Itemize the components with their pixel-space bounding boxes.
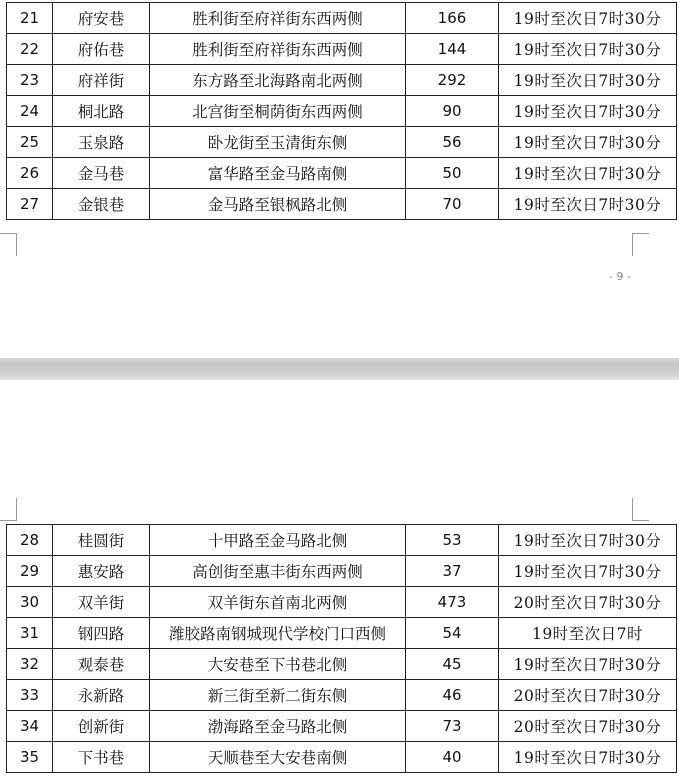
section-range-cell: 渤海路至金马路北侧 (150, 711, 406, 742)
table-row (7, 127, 677, 158)
street-name-cell: 府祥街 (53, 65, 150, 96)
space-count-cell: 473 (406, 587, 499, 618)
parking-table-upper (6, 2, 677, 220)
section-range-cell: 双羊街东首南北两侧 (150, 587, 406, 618)
time-period-cell: 19时至次日7时30分 (499, 96, 677, 127)
section-range-cell: 富华路至金马路南侧 (150, 158, 406, 189)
time-period-cell: 19时至次日7时30分 (499, 649, 677, 680)
row-number-cell: 32 (7, 649, 53, 680)
street-name-cell: 府佑巷 (53, 34, 150, 65)
time-period-cell: 20时至次日7时30分 (499, 680, 677, 711)
street-name-cell: 桐北路 (53, 96, 150, 127)
space-count-cell: 45 (406, 649, 499, 680)
space-count-cell: 53 (406, 525, 499, 556)
section-range-cell: 新三街至新二街东侧 (150, 680, 406, 711)
table-row (7, 158, 677, 189)
row-number-cell: 27 (7, 189, 53, 220)
time-period-cell: 20时至次日7时30分 (499, 587, 677, 618)
street-name-cell: 双羊街 (53, 587, 150, 618)
section-range-cell: 胜利街至府祥街东西两侧 (150, 3, 406, 34)
time-period-cell: 19时至次日7时30分 (499, 158, 677, 189)
section-range-cell: 卧龙街至玉清街东侧 (150, 127, 406, 158)
space-count-cell: 144 (406, 34, 499, 65)
street-name-cell: 钢四路 (53, 618, 150, 649)
time-period-cell: 19时至次日7时30分 (499, 34, 677, 65)
parking-table-lower (6, 524, 677, 773)
page-separator (0, 358, 679, 380)
row-number-cell: 24 (7, 96, 53, 127)
time-period-cell: 20时至次日7时30分 (499, 711, 677, 742)
street-name-cell: 永新路 (53, 680, 150, 711)
section-range-cell: 潍胶路南钢城现代学校门口西侧 (150, 618, 406, 649)
row-number-cell: 22 (7, 34, 53, 65)
row-number-cell: 31 (7, 618, 53, 649)
crop-mark-left (0, 498, 17, 521)
row-number-cell: 23 (7, 65, 53, 96)
table-row (7, 587, 677, 618)
street-name-cell: 府安巷 (53, 3, 150, 34)
crop-mark-right (632, 233, 649, 256)
section-range-cell: 金马路至银枫路北侧 (150, 189, 406, 220)
street-name-cell: 金银巷 (53, 189, 150, 220)
row-number-cell: 35 (7, 742, 53, 773)
street-name-cell: 下书巷 (53, 742, 150, 773)
crop-mark-right (632, 498, 649, 521)
table-row (7, 34, 677, 65)
table-row (7, 556, 677, 587)
row-number-cell: 33 (7, 680, 53, 711)
row-number-cell: 25 (7, 127, 53, 158)
table-row (7, 680, 677, 711)
street-name-cell: 金马巷 (53, 158, 150, 189)
space-count-cell: 292 (406, 65, 499, 96)
table-row (7, 618, 677, 649)
row-number-cell: 30 (7, 587, 53, 618)
section-range-cell: 天顺巷至大安巷南侧 (150, 742, 406, 773)
time-period-cell: 19时至次日7时30分 (499, 556, 677, 587)
space-count-cell: 73 (406, 711, 499, 742)
table-row (7, 711, 677, 742)
time-period-cell: 19时至次日7时30分 (499, 127, 677, 158)
space-count-cell: 56 (406, 127, 499, 158)
row-number-cell: 26 (7, 158, 53, 189)
table-row (7, 65, 677, 96)
row-number-cell: 34 (7, 711, 53, 742)
table-row (7, 525, 677, 556)
document-page-upper (0, 0, 679, 358)
street-name-cell: 创新街 (53, 711, 150, 742)
space-count-cell: 40 (406, 742, 499, 773)
table-row (7, 742, 677, 773)
space-count-cell: 50 (406, 158, 499, 189)
time-period-cell: 19时至次日7时30分 (499, 525, 677, 556)
row-number-cell: 29 (7, 556, 53, 587)
table-row (7, 3, 677, 34)
space-count-cell: 90 (406, 96, 499, 127)
document-page-lower (0, 380, 679, 780)
section-range-cell: 大安巷至下书巷北侧 (150, 649, 406, 680)
crop-mark-left (0, 233, 17, 256)
table-row (7, 96, 677, 127)
street-name-cell: 惠安路 (53, 556, 150, 587)
table-row (7, 649, 677, 680)
section-range-cell: 十甲路至金马路北侧 (150, 525, 406, 556)
section-range-cell: 东方路至北海路南北两侧 (150, 65, 406, 96)
table-row (7, 189, 677, 220)
time-period-cell: 19时至次日7时 (499, 618, 677, 649)
time-period-cell: 19时至次日7时30分 (499, 65, 677, 96)
street-name-cell: 桂圆街 (53, 525, 150, 556)
space-count-cell: 166 (406, 3, 499, 34)
row-number-cell: 21 (7, 3, 53, 34)
page-number: - 9 - (609, 270, 631, 283)
time-period-cell: 19时至次日7时30分 (499, 189, 677, 220)
street-name-cell: 观泰巷 (53, 649, 150, 680)
time-period-cell: 19时至次日7时30分 (499, 3, 677, 34)
section-range-cell: 胜利街至府祥街东西两侧 (150, 34, 406, 65)
section-range-cell: 高创街至惠丰街东西两侧 (150, 556, 406, 587)
space-count-cell: 54 (406, 618, 499, 649)
street-name-cell: 玉泉路 (53, 127, 150, 158)
space-count-cell: 70 (406, 189, 499, 220)
time-period-cell: 19时至次日7时30分 (499, 742, 677, 773)
section-range-cell: 北宫街至桐荫街东西两侧 (150, 96, 406, 127)
space-count-cell: 46 (406, 680, 499, 711)
row-number-cell: 28 (7, 525, 53, 556)
space-count-cell: 37 (406, 556, 499, 587)
